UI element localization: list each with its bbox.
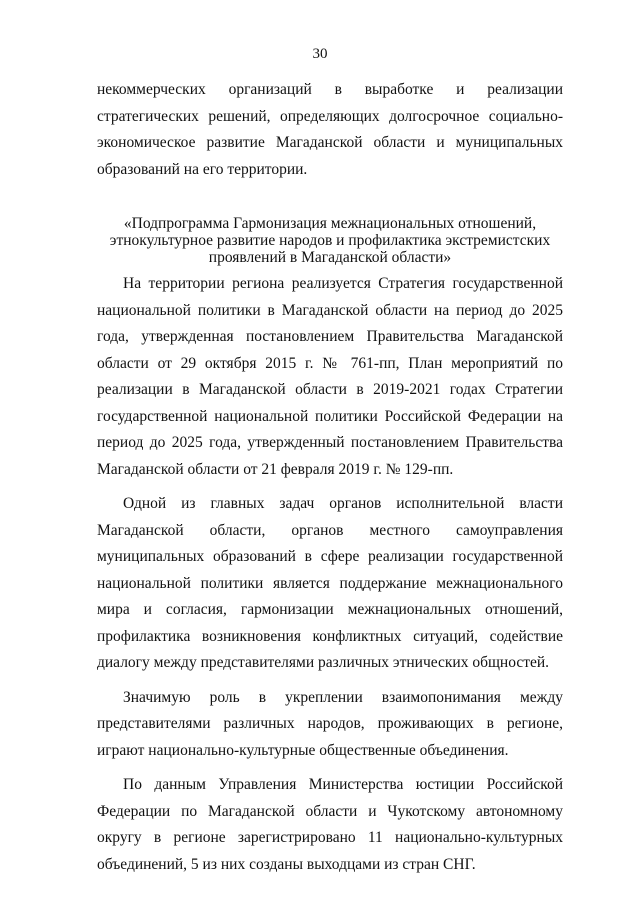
page-number: 30 [312, 46, 328, 62]
document-body [97, 77, 563, 878]
subprogram-heading: «Подпрограмма Гармонизация межнациональных отношений, этнокультурное развитие народов и профилактика экстремистских проявлений в Магаданской области» [109, 215, 551, 266]
paragraph-ministry-data: По данным Управления Министерства юстиции Российской Федерации по Магаданской области и Чукотскому автономному округу в регионе зарегистрировано 11 национально-культурных объединений, 5 из них созданы выходцами из стран СНГ. [97, 776, 563, 873]
continuation-paragraph: некоммерческих организаций в выработке и реализации стратегических решений, определяющих долгосрочное социально-экономическое развитие Магаданской области и муниципальных образований на его территории. [97, 81, 563, 178]
paragraph-main-task: Одной из главных задач органов исполнительной власти Магаданской области, органов местного самоуправления муниципальных образований в сфере реализации государственной национальной политики является поддержание межнационального мира и согласия, гармонизации межнациональных отношений, профилактика возникновения конфликтных ситуаций, содействие диалогу между представителями различных этнических общностей. [97, 495, 563, 671]
paragraph-public-associations: Значимую роль в укреплении взаимопонимания между представителями различных народов, проживающих в регионе, играют национально-культурные общественные объединения. [97, 688, 563, 759]
paragraph-strategy: На территории региона реализуется Стратегия государственной национальной политики в Магаданской области на период до 2025 года, утвержденная постановлением Правительства Магаданской области от 29 октября 2015 г. № 761-пп, План мероприятий по реализации в Магаданской области в 2019-2021 годах Стратегии государственной национальной политики Российской Федерации на период до 2025 года, утвержденный постановлением Правительства Магаданской области от 21 февраля 2019 г. № 129-пп. [97, 275, 563, 478]
